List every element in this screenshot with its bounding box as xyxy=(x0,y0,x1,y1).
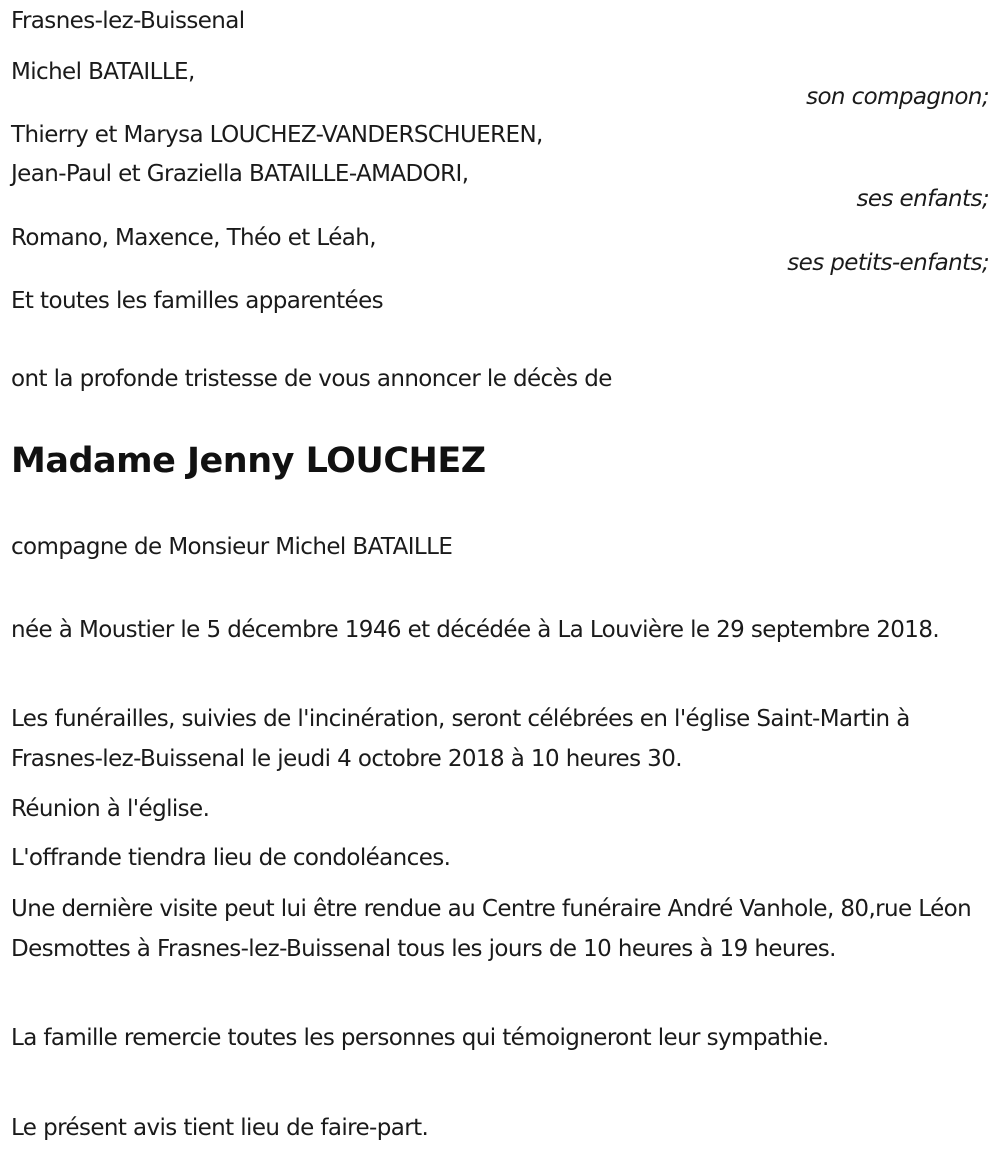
grandchildren-names: Romano, Maxence, Théo et Léah, xyxy=(11,225,376,251)
children-relation: ses enfants; xyxy=(856,186,989,212)
offering-note: L'offrande tiendra lieu de condoléances. xyxy=(11,845,451,871)
meeting-place: Réunion à l'église. xyxy=(11,796,210,822)
companion-relation: son compagnon; xyxy=(806,84,989,110)
location: Frasnes-lez-Buissenal xyxy=(11,8,245,34)
funeral-details: Les funérailles, suivies de l'incinération, seront célébrées en l'église Saint-Martin à Frasnes-lez-Buissenal le jeudi 4 octobre 2018 à 10 heures 30. xyxy=(11,706,910,772)
birth-death: née à Moustier le 5 décembre 1946 et décédée à La Louvière le 29 septembre 2018. xyxy=(11,617,940,643)
spouse-line: compagne de Monsieur Michel BATAILLE xyxy=(11,534,453,560)
announcement: ont la profonde tristesse de vous annoncer le décès de xyxy=(11,366,612,392)
children-names-2: Jean-Paul et Graziella BATAILLE-AMADORI, xyxy=(11,161,469,187)
other-families: Et toutes les familles apparentées xyxy=(11,288,384,314)
notice-closing: Le présent avis tient lieu de faire-part. xyxy=(11,1115,429,1141)
children-names-1: Thierry et Marysa LOUCHEZ-VANDERSCHUEREN, xyxy=(11,122,543,148)
family-thanks: La famille remercie toutes les personnes qui témoigneront leur sympathie. xyxy=(11,1025,829,1051)
grandchildren-relation: ses petits-enfants; xyxy=(787,250,989,276)
visit-details: Une dernière visite peut lui être rendue au Centre funéraire André Vanhole, 80,rue Léon Desmottes à Frasnes-lez-Buissenal tous les jours de 10 heures à 19 heures. xyxy=(11,896,972,962)
companion-names: Michel BATAILLE, xyxy=(11,59,195,85)
deceased-name: Madame Jenny LOUCHEZ xyxy=(11,441,486,481)
